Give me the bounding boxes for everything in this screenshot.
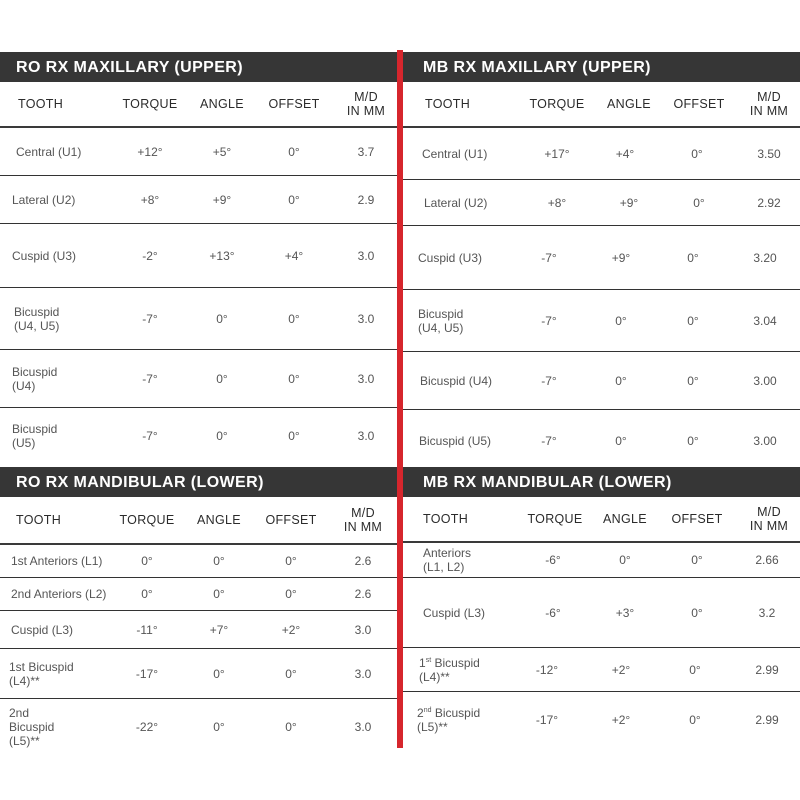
angle-value: +9° (611, 250, 631, 265)
tooth-name-line1: Anteriors (423, 546, 472, 560)
angle-value: +2° (611, 662, 631, 677)
tooth-name-line1: Bicuspid (418, 306, 464, 321)
angle-value: 0° (619, 553, 631, 567)
table-row (0, 224, 397, 288)
header-offset: OFFSET (268, 97, 320, 111)
md-value: 2.99 (755, 713, 779, 727)
md-value: 3.04 (753, 313, 777, 328)
tooth-name: Bicuspid (U5) (419, 434, 492, 448)
tooth-name-line1: Bicuspid (14, 304, 60, 319)
tooth-name-line1: Bicuspid (12, 422, 58, 436)
tooth-name: Cuspid (L3) (423, 605, 486, 620)
tooth-name: Central (U1) (16, 144, 82, 159)
angle-value: +4° (615, 146, 635, 161)
offset-value: 0° (285, 554, 297, 568)
tooth-name: 2nd Anteriors (L2) (11, 587, 107, 601)
md-value: 3.00 (753, 434, 777, 448)
torque-value: +12° (137, 144, 163, 159)
md-value: 3.00 (753, 373, 777, 388)
angle-value: +13° (209, 248, 235, 263)
table-row (403, 290, 800, 352)
offset-value: 0° (693, 195, 705, 210)
angle-value: 0° (216, 429, 228, 443)
header-tooth: TOOTH (18, 97, 64, 111)
angle-value: 0° (216, 371, 228, 386)
tooth-name-line2: (U4, U5) (418, 320, 464, 335)
tooth-name-line2: (L5)** (417, 720, 448, 734)
table-row (0, 408, 397, 464)
md-value: 3.50 (757, 146, 781, 161)
table-header (0, 82, 397, 128)
table-row (0, 578, 397, 611)
mb-upper-table (403, 52, 800, 472)
tooth-name (418, 290, 463, 351)
offset-value: 0° (691, 146, 703, 161)
angle-value: 0° (213, 666, 225, 681)
tooth-name (423, 543, 471, 577)
torque-value: -7° (142, 429, 158, 443)
md-value: 2.92 (757, 195, 781, 210)
table-header (403, 82, 800, 128)
md-value: 3.0 (354, 622, 372, 637)
table-header (403, 497, 800, 543)
offset-value: 0° (288, 429, 300, 443)
angle-value: 0° (615, 313, 627, 328)
tooth-name: Cuspid (U3) (418, 250, 483, 265)
tooth-name-line1 (417, 706, 480, 720)
tooth-word: Bicuspid (434, 655, 480, 670)
offset-value: +2° (281, 622, 301, 637)
angle-value: +3° (615, 605, 635, 620)
angle-value: +9° (212, 192, 232, 207)
tooth-name (417, 692, 480, 748)
tooth-name: Central (U1) (422, 146, 488, 161)
angle-value: +2° (611, 713, 631, 727)
header-offset: OFFSET (673, 97, 725, 111)
header-tooth: TOOTH (425, 97, 471, 111)
md-value: 3.0 (357, 248, 375, 263)
md-value: 2.9 (357, 192, 375, 207)
torque-value: -7° (142, 371, 158, 386)
tooth-name-line1: 2nd (9, 705, 30, 720)
table-row (403, 410, 800, 472)
header-tooth: TOOTH (16, 513, 62, 527)
offset-value: 0° (691, 605, 703, 620)
mb-lower-table (403, 467, 800, 748)
table-header (0, 497, 397, 545)
ordinal-number: 1 (419, 655, 426, 670)
tooth-name-line2: (U4) (12, 378, 36, 393)
header-offset: OFFSET (265, 513, 317, 527)
md-value: 3.0 (357, 311, 375, 326)
angle-value: 0° (213, 719, 225, 734)
tooth-name (12, 408, 57, 464)
table-row (403, 180, 800, 226)
tooth-name (419, 648, 480, 691)
md-value: 3.0 (357, 429, 375, 443)
angle-value: +9° (619, 195, 639, 210)
torque-value: -17° (535, 713, 559, 727)
torque-value: -7° (541, 373, 557, 388)
table-title: MB RX MAXILLARY (UPPER) (403, 52, 800, 82)
torque-value: +8° (140, 192, 160, 207)
table-title: RO RX MAXILLARY (UPPER) (0, 52, 397, 82)
table-row (403, 352, 800, 410)
ordinal-suffix: nd (423, 707, 432, 714)
tooth-name (14, 288, 59, 349)
header-angle: ANGLE (197, 513, 241, 527)
md-value: 2.6 (354, 554, 372, 568)
torque-value: -11° (136, 622, 158, 637)
torque-value: -6° (545, 553, 561, 567)
table-row (0, 699, 397, 754)
header-angle: ANGLE (200, 97, 244, 111)
tooth-name-line2: (L1, L2) (423, 560, 465, 574)
offset-value: 0° (285, 587, 297, 601)
table-title: MB RX MANDIBULAR (LOWER) (403, 467, 800, 497)
header-md-line1: M/D (757, 90, 781, 104)
offset-value: 0° (687, 434, 699, 448)
header-md-line2: IN MM (343, 520, 383, 534)
md-value: 2.66 (755, 553, 779, 567)
torque-value: -7° (142, 311, 158, 326)
header-torque: TORQUE (119, 513, 175, 527)
tooth-name-line2: (L4)** (9, 673, 40, 688)
offset-value: +4° (284, 248, 304, 263)
angle-value: +5° (212, 144, 232, 159)
angle-value: 0° (615, 373, 627, 388)
tooth-name: Bicuspid (U4) (420, 373, 493, 388)
header-md (333, 497, 393, 543)
offset-value: 0° (687, 250, 699, 265)
header-md (739, 82, 799, 126)
md-value: 3.0 (357, 371, 375, 386)
header-tooth: TOOTH (423, 512, 469, 526)
header-angle: ANGLE (607, 97, 651, 111)
header-md-line2: IN MM (749, 519, 789, 533)
tooth-name (9, 699, 54, 754)
table-row (0, 649, 397, 699)
md-value: 3.20 (753, 250, 777, 265)
offset-value: 0° (691, 553, 703, 567)
offset-value: 0° (687, 373, 699, 388)
table-row (403, 543, 800, 578)
torque-value: -12° (535, 662, 559, 677)
tooth-word: Bicuspid (434, 706, 481, 720)
ro-lower-table (0, 467, 397, 754)
tooth-name-line1 (419, 656, 480, 670)
blank-footer (0, 748, 800, 800)
header-offset: OFFSET (671, 512, 723, 526)
table-row (0, 350, 397, 408)
tooth-name: 1st Anteriors (L1) (11, 554, 103, 568)
tooth-name-line2: (L4)** (419, 669, 450, 684)
tooth-name: Lateral (U2) (424, 195, 488, 210)
torque-value: -7° (541, 434, 557, 448)
angle-value: 0° (213, 587, 225, 601)
table-row (0, 545, 397, 578)
tooth-name-line1: 1st Bicuspid (9, 659, 74, 674)
offset-value: 0° (288, 311, 300, 326)
offset-value: 0° (689, 713, 701, 727)
header-torque: TORQUE (529, 97, 585, 111)
tooth-name: Lateral (U2) (12, 192, 76, 207)
torque-value: 0° (141, 587, 153, 601)
table-row (403, 692, 800, 748)
ro-upper-table (0, 52, 397, 464)
offset-value: 0° (687, 313, 699, 328)
table-row (0, 176, 397, 224)
torque-value: 0° (141, 554, 153, 568)
md-value: 3.2 (758, 605, 776, 620)
table-title: RO RX MANDIBULAR (LOWER) (0, 467, 397, 497)
offset-value: 0° (285, 719, 297, 734)
tooth-name-line2: (U5) (12, 436, 36, 450)
torque-value: -2° (142, 248, 158, 263)
md-value: 3.0 (354, 719, 372, 734)
header-torque: TORQUE (122, 97, 178, 111)
tooth-name (9, 649, 74, 698)
ordinal-suffix: st (425, 656, 432, 664)
tooth-name-line3: (L5)** (9, 733, 40, 748)
torque-value: -17° (135, 666, 159, 681)
header-md-line1: M/D (351, 506, 375, 520)
offset-value: 0° (288, 144, 300, 159)
ordinal-number: 2 (417, 706, 424, 720)
tooth-name-line2: (U4, U5) (14, 318, 60, 333)
header-md-line2: IN MM (749, 104, 789, 118)
md-value: 3.0 (354, 666, 372, 681)
header-md (336, 82, 396, 126)
table-row (0, 288, 397, 350)
angle-value: +7° (209, 622, 229, 637)
offset-value: 0° (288, 192, 300, 207)
offset-value: 0° (689, 662, 701, 677)
table-row (0, 128, 397, 176)
tooth-name: Cuspid (L3) (11, 622, 74, 637)
table-row (403, 226, 800, 290)
torque-value: +17° (544, 146, 570, 161)
angle-value: 0° (213, 554, 225, 568)
header-md (739, 497, 799, 541)
md-value: 3.7 (357, 144, 375, 159)
header-md-line2: IN MM (346, 104, 386, 118)
torque-value: -7° (541, 313, 557, 328)
torque-value: -6° (545, 605, 561, 620)
header-angle: ANGLE (603, 512, 647, 526)
torque-value: -7° (541, 250, 557, 265)
tooth-name-line1: Bicuspid (12, 364, 58, 379)
table-row (403, 128, 800, 180)
tooth-name (12, 350, 57, 407)
table-row (403, 648, 800, 692)
table-row (0, 611, 397, 649)
angle-value: 0° (216, 311, 228, 326)
table-row (403, 578, 800, 648)
offset-value: 0° (285, 666, 297, 681)
header-md-line1: M/D (757, 505, 781, 519)
md-value: 2.6 (354, 587, 372, 601)
header-torque: TORQUE (527, 512, 583, 526)
torque-value: -22° (135, 719, 159, 734)
angle-value: 0° (615, 434, 627, 448)
tooth-name-line2: Bicuspid (9, 719, 55, 734)
header-md-line1: M/D (354, 90, 378, 104)
tooth-name: Cuspid (U3) (12, 248, 77, 263)
md-value: 2.99 (755, 662, 779, 677)
torque-value: +8° (547, 195, 567, 210)
offset-value: 0° (288, 371, 300, 386)
